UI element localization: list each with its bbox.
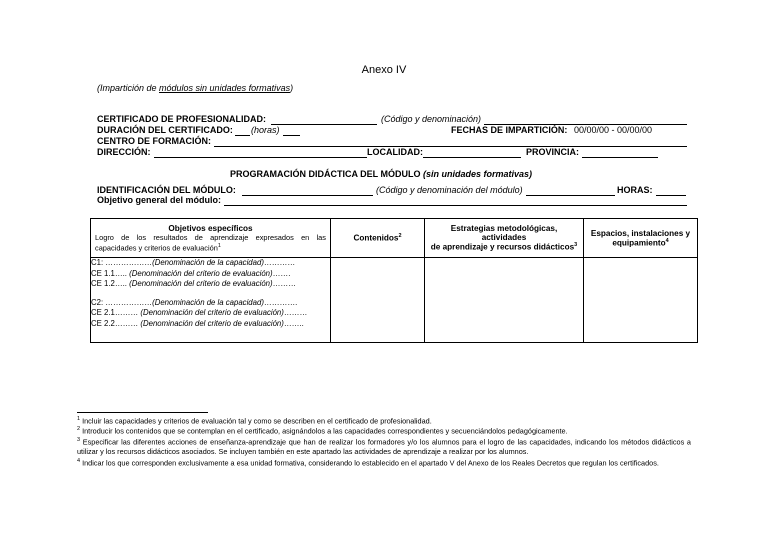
capacidad-tail: ………… bbox=[263, 258, 296, 267]
duracion-field-line[interactable] bbox=[235, 135, 250, 136]
footnote-separator bbox=[77, 412, 208, 413]
block-spacer bbox=[91, 290, 330, 298]
header-espacios-line2-text: equipamiento bbox=[612, 238, 666, 248]
espacios-cell[interactable] bbox=[584, 258, 698, 343]
header-objetivos-desc bbox=[91, 233, 330, 252]
fechas-value[interactable]: 00/00/00 - 00/00/00 bbox=[574, 125, 653, 135]
criterio-tail: ……… bbox=[272, 279, 296, 288]
localidad-label: LOCALIDAD: bbox=[367, 147, 423, 157]
criterio-code: CE 1.1….. bbox=[91, 268, 130, 278]
footnote-2 bbox=[77, 425, 691, 436]
criterio-tail: ……. bbox=[272, 268, 291, 278]
duracion-label: DURACIÓN DEL CERTIFICADO: bbox=[97, 125, 233, 135]
certificado-hint: (Código y denominación) bbox=[381, 114, 482, 124]
horas-field-line[interactable] bbox=[656, 195, 686, 196]
header-espacios-line2 bbox=[584, 238, 697, 248]
header-objetivos-desc-text: Logro de los resultados de aprendizaje expresados en las capacidades y criterios de evaluación bbox=[95, 232, 326, 253]
programacion-title-italic: (sin unidades formativas) bbox=[423, 169, 533, 179]
criterio-code: CE 2.1……… bbox=[91, 308, 141, 317]
horas-label: HORAS: bbox=[617, 185, 653, 195]
footnote-ref-1: 1 bbox=[217, 242, 221, 249]
identificacion-name-line[interactable] bbox=[526, 195, 615, 196]
objetivos-cell[interactable] bbox=[91, 258, 331, 343]
fechas-label: FECHAS DE IMPARTICIÓN: bbox=[451, 125, 568, 135]
identificacion-label: IDENTIFICACIÓN DEL MÓDULO: bbox=[97, 185, 236, 195]
objetivo-label: Objetivo general del módulo: bbox=[97, 195, 222, 205]
list-item bbox=[91, 298, 330, 309]
capacidad-text: (Denominación de la capacidad) bbox=[152, 297, 264, 307]
criterio-tail: ……… bbox=[283, 308, 308, 317]
page-subtitle bbox=[97, 83, 293, 93]
duracion-unit: (horas) bbox=[251, 125, 280, 135]
header-contenidos-title: Contenidos bbox=[353, 233, 399, 243]
footnote-ref-3: 3 bbox=[574, 242, 578, 249]
estrategias-cell[interactable] bbox=[425, 258, 584, 343]
subtitle-underlined: módulos sin unidades formativas bbox=[159, 83, 291, 93]
subtitle-suffix: ) bbox=[290, 83, 294, 93]
table-body-row bbox=[91, 258, 698, 343]
list-item bbox=[91, 258, 330, 269]
criterio-tail: …….. bbox=[283, 318, 304, 328]
footnote-text: Indicar los que corresponden exclusivamente a esa unidad formativa, considerando lo establecido en el apartado V del Anexo de los Reales Decretos que regulan los certificados. bbox=[82, 458, 659, 468]
contenidos-cell[interactable] bbox=[331, 258, 425, 343]
certificado-label: CERTIFICADO DE PROFESIONALIDAD: bbox=[97, 114, 267, 124]
header-objetivos-title: Objetivos específicos bbox=[168, 223, 253, 233]
direccion-label: DIRECCIÓN: bbox=[97, 147, 151, 157]
page-title: Anexo IV bbox=[361, 64, 407, 76]
footnote-3 bbox=[77, 436, 691, 456]
centro-field-line[interactable] bbox=[214, 146, 687, 147]
header-estrategias-line3-text: de aprendizaje y recursos didácticos bbox=[430, 242, 575, 252]
capacidad-code: C2: ……………… bbox=[91, 297, 153, 307]
list-item bbox=[91, 279, 330, 290]
header-objetivos bbox=[91, 219, 331, 258]
footnote-ref-2: 2 bbox=[398, 233, 402, 240]
capacidad-code: C1: ……………… bbox=[91, 258, 153, 267]
objetivo-field-line[interactable] bbox=[224, 205, 687, 206]
direccion-field-line[interactable] bbox=[154, 157, 367, 158]
list-item bbox=[91, 269, 330, 280]
criterio-code: CE 2.2……… bbox=[91, 318, 141, 328]
header-estrategias-line2: actividades bbox=[481, 233, 527, 243]
capacidad-text: (Denominación de la capacidad) bbox=[152, 258, 264, 267]
footnote-text: Introducir los contenidos que se contemplan en el certificado, asignándolos a las capacidades correspondientes y secuenciándolos pedagógicamente. bbox=[82, 426, 568, 436]
duracion-extra-line bbox=[283, 135, 300, 136]
criterio-text: (Denominación del criterio de evaluación) bbox=[140, 318, 284, 328]
footnote-text: Especificar las diferentes acciones de enseñanza-aprendizaje que han de realizar los formadores y/o los alumnos para el logro de las capacidades, indicando los métodos didácticos a utilizar y los recursos didácticos asociados. Se incluyen también en este apartado las actividades de aprendizaje a realizar por los alumnos. bbox=[77, 437, 691, 456]
header-estrategias-line1: Estrategias metodológicas, bbox=[450, 224, 558, 234]
criterio-text: (Denominación del criterio de evaluación) bbox=[129, 279, 273, 288]
footnote-text: Incluir las capacidades y criterios de evaluación tal y como se describen en el certificado de profesionalidad. bbox=[82, 416, 432, 426]
footnote-number: 1 bbox=[77, 416, 81, 422]
header-espacios-line1: Espacios, instalaciones y bbox=[590, 228, 691, 238]
footnote-number: 4 bbox=[77, 458, 81, 464]
localidad-field-line[interactable] bbox=[423, 157, 521, 158]
header-estrategias-line3 bbox=[425, 242, 583, 252]
programacion-title-main: PROGRAMACIÓN DIDÁCTICA DEL MÓDULO bbox=[230, 169, 421, 179]
capacidad-tail: …………. bbox=[263, 297, 298, 307]
header-contenidos bbox=[331, 219, 425, 258]
footnote-number: 3 bbox=[77, 437, 81, 443]
footnote-ref-4: 4 bbox=[665, 237, 669, 244]
programacion-title bbox=[230, 169, 532, 179]
provincia-label: PROVINCIA: bbox=[526, 147, 580, 157]
footnote-4 bbox=[77, 457, 691, 468]
header-espacios bbox=[584, 219, 698, 258]
programacion-table bbox=[90, 218, 698, 343]
header-estrategias bbox=[425, 219, 584, 258]
identificacion-field-line[interactable] bbox=[242, 195, 373, 196]
identificacion-hint: (Código y denominación del módulo) bbox=[376, 185, 523, 195]
subtitle-prefix: (Impartición de bbox=[97, 83, 160, 93]
table-header-row bbox=[91, 219, 698, 258]
list-item bbox=[91, 308, 330, 319]
footnote-number: 2 bbox=[77, 426, 81, 432]
certificado-field-line[interactable] bbox=[271, 124, 377, 125]
list-item bbox=[91, 319, 330, 330]
criterio-text: (Denominación del criterio de evaluación) bbox=[140, 308, 284, 317]
provincia-field-line[interactable] bbox=[582, 157, 658, 158]
centro-label: CENTRO DE FORMACIÓN: bbox=[97, 136, 211, 146]
criterio-code: CE 1.2….. bbox=[91, 279, 130, 288]
criterio-text: (Denominación del criterio de evaluación) bbox=[129, 268, 273, 278]
